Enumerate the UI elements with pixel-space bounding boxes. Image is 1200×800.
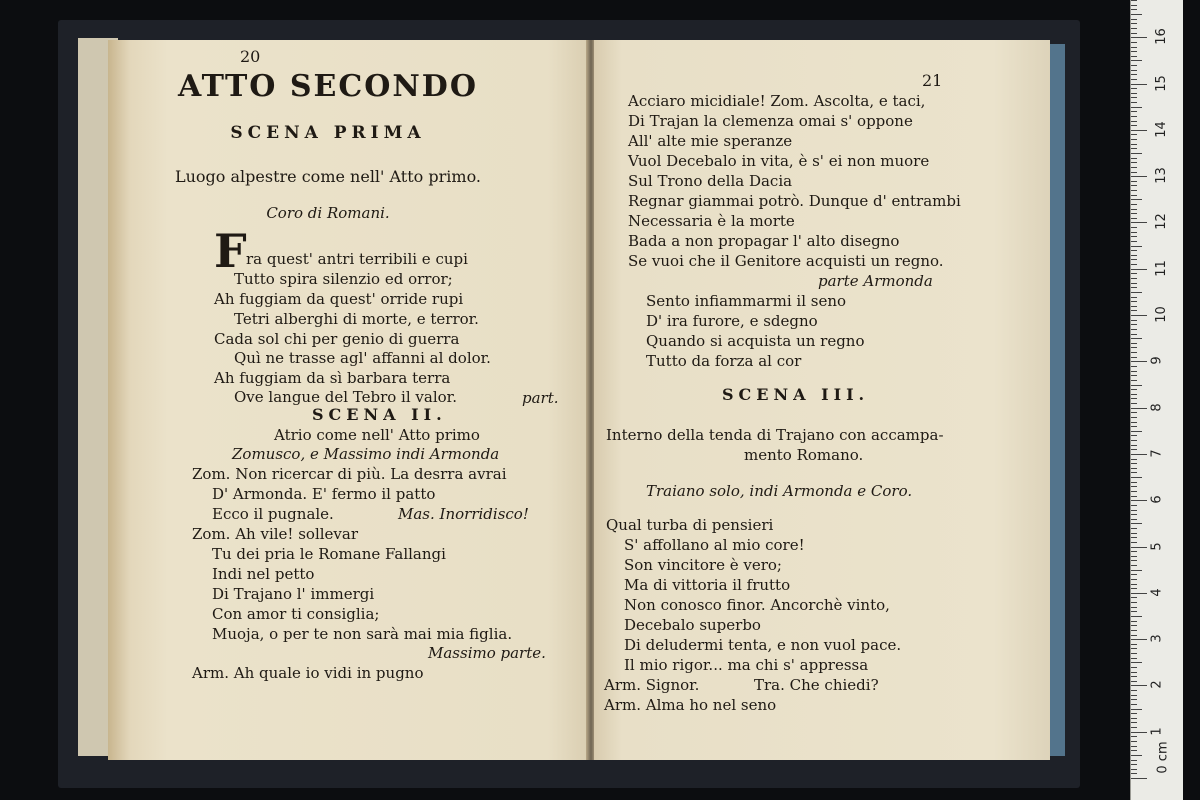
ruler-tick (1131, 602, 1137, 603)
ruler-number: 6 (1149, 495, 1165, 504)
ruler-tick (1131, 347, 1137, 348)
ruler-tick (1131, 338, 1142, 339)
ruler-tick (1131, 232, 1137, 233)
chorus-label: Coro di Romani. (266, 204, 390, 222)
text-line: Bada a non propagar l' alto disegno (628, 232, 900, 250)
ruler-number: 14 (1153, 121, 1169, 138)
ruler-tick (1131, 320, 1137, 321)
ruler-tick (1131, 408, 1147, 409)
scene-title: SCENA PRIMA (230, 123, 426, 143)
verse-line: Tutto spira silenzio ed orror; (234, 270, 453, 288)
ruler-tick (1131, 79, 1137, 80)
ruler-tick (1131, 491, 1137, 492)
ruler-tick (1131, 732, 1147, 733)
ruler-tick (1131, 778, 1147, 779)
scene-setting: Luogo alpestre come nell' Atto primo. (174, 167, 481, 186)
ruler-tick (1131, 60, 1142, 61)
ruler-tick (1131, 236, 1137, 237)
ruler-tick (1131, 102, 1137, 103)
ruler-number: 2 (1149, 680, 1165, 690)
text-line: Son vincitore è vero; (624, 556, 782, 574)
dialog-line: Arm. Ah quale io vidi in pugno (192, 664, 424, 682)
ruler-tick (1131, 310, 1137, 311)
text-line: S' affollano al mio core! (624, 536, 805, 554)
ruler-tick (1131, 547, 1147, 548)
ruler-tick (1131, 209, 1137, 210)
ruler-tick (1131, 760, 1137, 761)
ruler-number: 1 (1149, 727, 1165, 736)
ruler-tick (1131, 611, 1137, 612)
ruler-tick (1131, 722, 1137, 723)
ruler-tick (1131, 324, 1137, 325)
ruler-tick (1131, 681, 1137, 682)
left-page (108, 40, 590, 760)
ruler-tick (1131, 435, 1137, 436)
ruler-tick (1131, 278, 1137, 279)
dialog-line: Zom. Non ricercar di più. La desrra avrai (192, 465, 507, 483)
text-line: Sul Trono della Dacia (628, 172, 793, 190)
text-line: Vuol Decebalo in vita, è s' ei non muore (628, 152, 930, 170)
ruler-tick (1131, 5, 1137, 6)
scene3-setting: mento Romano. (744, 446, 864, 464)
verse-line: Ah fuggiam da quest' orride rupi (214, 290, 464, 308)
dialog-line: D' Armonda. E' fermo il patto (212, 485, 436, 503)
ruler-tick (1131, 398, 1137, 399)
ruler-tick (1131, 635, 1137, 636)
ruler-tick (1131, 380, 1137, 381)
verse-line: Tetri alberghi di morte, e terror. (234, 310, 479, 328)
ruler-tick (1131, 588, 1137, 589)
ruler-tick (1131, 542, 1137, 543)
ruler-tick (1131, 570, 1142, 571)
ruler-tick (1131, 658, 1137, 659)
scene3-title: SCENA III. (722, 385, 870, 404)
ruler-tick (1131, 213, 1137, 214)
ruler-number: 16 (1153, 28, 1169, 45)
ruler-tick (1131, 556, 1137, 557)
aria-line: D' ira furore, e sdegno (646, 312, 818, 330)
stage-direction: parte Armonda (818, 272, 933, 290)
ruler-tick (1131, 685, 1147, 686)
act-title: ATTO SECONDO (178, 69, 478, 104)
ruler-tick (1131, 440, 1137, 441)
ruler-tick (1131, 616, 1142, 617)
ruler-tick (1131, 47, 1137, 48)
ruler-number: 4 (1149, 588, 1165, 597)
ruler-tick (1131, 773, 1137, 774)
text-line: Se vuoi che il Genitore acquisti un regno. (628, 252, 944, 270)
ruler-tick (1131, 422, 1137, 423)
page-number: 20 (240, 47, 261, 66)
right-page (594, 40, 1050, 760)
ruler-tick (1131, 111, 1137, 112)
ruler-tick (1131, 297, 1137, 298)
text-line: Decebalo superbo (624, 616, 761, 634)
ruler-tick (1131, 246, 1142, 247)
ruler-tick (1131, 121, 1137, 122)
ruler-tick (1131, 718, 1137, 719)
ruler-tick (1131, 204, 1137, 205)
page-number: 21 (922, 71, 943, 90)
ruler-tick (1131, 199, 1142, 200)
ruler-tick (1131, 352, 1137, 353)
aria-line: Tutto da forza al cor (646, 352, 802, 370)
ruler-tick (1131, 551, 1137, 552)
ruler-tick (1131, 255, 1137, 256)
ruler-tick (1131, 459, 1137, 460)
ruler-tick (1131, 306, 1137, 307)
ruler-tick (1131, 292, 1142, 293)
ruler-tick (1131, 741, 1137, 742)
ruler-tick (1131, 301, 1137, 302)
ruler-tick (1131, 648, 1137, 649)
ruler-tick (1131, 0, 1137, 1)
ruler-unit-label: 0 cm (1155, 741, 1171, 774)
ruler-tick (1131, 519, 1137, 520)
ruler-tick (1131, 134, 1137, 135)
ruler-tick (1131, 533, 1137, 534)
text-line: Di deludermi tenta, e non vuol pace. (624, 636, 902, 654)
ruler-number: 11 (1153, 259, 1169, 277)
ruler-tick (1131, 28, 1137, 29)
ruler-tick (1131, 130, 1147, 131)
ruler-tick (1131, 449, 1137, 450)
measuring-ruler (1130, 0, 1183, 800)
ruler-tick (1131, 14, 1142, 15)
ruler-tick (1131, 23, 1137, 24)
ruler-number: 12 (1153, 213, 1169, 231)
ruler-tick (1131, 769, 1137, 770)
ruler-tick (1131, 9, 1137, 10)
ruler-tick (1131, 84, 1147, 85)
ruler-tick (1131, 343, 1137, 344)
ruler-tick (1131, 417, 1137, 418)
ruler-tick (1131, 736, 1137, 737)
ruler-tick (1131, 426, 1137, 427)
verse-line: Cada sol chi per genio di guerra (214, 330, 460, 348)
text-line: Acciaro micidiale! Zom. Ascolta, e taci, (628, 92, 926, 110)
ruler-number: 3 (1149, 634, 1165, 643)
ruler-tick (1131, 162, 1137, 163)
ruler-tick (1131, 218, 1137, 219)
scene2-title: SCENA II. (312, 405, 447, 424)
drop-cap: F (214, 224, 247, 278)
ruler-tick (1131, 431, 1142, 432)
ruler-tick (1131, 764, 1137, 765)
ruler-tick (1131, 579, 1137, 580)
ruler-tick (1131, 361, 1147, 362)
ruler-tick (1131, 403, 1137, 404)
ruler-tick (1131, 222, 1147, 223)
text-line: Il mio rigor... ma chi s' appressa (624, 656, 869, 674)
aria-line: Sento infiammarmi il seno (646, 292, 847, 310)
ruler-tick (1131, 472, 1137, 473)
ruler-number: 13 (1153, 167, 1169, 184)
ruler-tick (1131, 662, 1142, 663)
ruler-tick (1131, 746, 1137, 747)
ruler-tick (1131, 639, 1147, 640)
ruler-tick (1131, 42, 1137, 43)
ruler-tick (1131, 394, 1137, 395)
scene3-setting: Interno della tenda di Trajano con accampa- (606, 426, 944, 444)
ruler-tick (1131, 375, 1137, 376)
ruler-tick (1131, 148, 1137, 149)
ruler-tick (1131, 750, 1137, 751)
ruler-tick (1131, 70, 1137, 71)
verse-line: Ah fuggiam da sì barbara terra (214, 369, 451, 387)
ruler-tick (1131, 176, 1147, 177)
ruler-tick (1131, 329, 1137, 330)
text-line: Di Trajan la clemenza omai s' oppone (628, 112, 913, 130)
ruler-tick (1131, 366, 1137, 367)
ruler-tick (1131, 264, 1137, 265)
ruler-tick (1131, 412, 1137, 413)
ruler-number: 7 (1149, 449, 1165, 458)
ruler-tick (1131, 482, 1137, 483)
ruler-tick (1131, 33, 1137, 34)
ruler-tick (1131, 537, 1137, 538)
text-line: Ma di vittoria il frutto (624, 576, 791, 594)
ruler-number: 15 (1153, 74, 1169, 92)
ruler-tick (1131, 56, 1137, 57)
scene2-characters: Zomusco, e Massimo indi Armonda (232, 445, 500, 463)
ruler-tick (1131, 125, 1137, 126)
dialog-line: Mas. Inorridisco! (398, 505, 529, 523)
ruler-tick (1131, 287, 1137, 288)
ruler-tick (1131, 107, 1142, 108)
ruler-number: 9 (1149, 356, 1165, 365)
verse-line: ra quest' antri terribili e cupi (246, 250, 468, 268)
dialog-line: Con amor ti consiglia; (212, 605, 380, 623)
ruler-tick (1131, 185, 1137, 186)
ruler-tick (1131, 667, 1137, 668)
ruler-tick (1131, 158, 1137, 159)
verse-line: Ove langue del Tebro il valor. (234, 388, 457, 406)
dialog-line: Muoja, o per te non sarà mai mia figlia. (212, 625, 513, 643)
ruler-number: 10 (1153, 306, 1169, 323)
ruler-tick (1131, 88, 1137, 89)
text-line: Tra. Che chiedi? (754, 676, 879, 694)
ruler-number: 5 (1149, 541, 1165, 551)
dialog-line: Indi nel petto (212, 565, 315, 583)
ruler-tick (1131, 269, 1147, 270)
scene3-characters: Traiano solo, indi Armonda e Coro. (646, 482, 913, 500)
ruler-tick (1131, 51, 1137, 52)
part-mark: part. (522, 389, 559, 407)
dialog-line: Massimo parte. (428, 644, 546, 662)
ruler-tick (1131, 463, 1137, 464)
ruler-tick (1131, 593, 1147, 594)
ruler-tick (1131, 445, 1137, 446)
verse-line: Quì ne trasse agl' affanni al dolor. (234, 349, 491, 367)
ruler-tick (1131, 357, 1137, 358)
ruler-tick (1131, 672, 1137, 673)
dialog-line: Di Trajano l' immergi (212, 585, 375, 603)
ruler-tick (1131, 644, 1137, 645)
ruler-tick (1131, 699, 1137, 700)
ruler-tick (1131, 389, 1137, 390)
ruler-tick (1131, 574, 1137, 575)
ruler-tick (1131, 241, 1137, 242)
ruler-tick (1131, 653, 1137, 654)
ruler-tick (1131, 181, 1137, 182)
text-line: All' alte mie speranze (628, 132, 793, 150)
ruler-tick (1131, 676, 1137, 677)
ruler-tick (1131, 283, 1137, 284)
ruler-tick (1131, 477, 1142, 478)
ruler-tick (1131, 65, 1137, 66)
ruler-tick (1131, 97, 1137, 98)
dialog-line: Ecco il pugnale. (212, 505, 334, 523)
ruler-tick (1131, 695, 1137, 696)
ruler-tick (1131, 704, 1137, 705)
ruler-tick (1131, 153, 1142, 154)
ruler-tick (1131, 690, 1137, 691)
dialog-line: Tu dei pria le Romane Fallangi (212, 545, 446, 563)
ruler-tick (1131, 190, 1137, 191)
ruler-tick (1131, 630, 1137, 631)
ruler-tick (1131, 371, 1137, 372)
ruler-tick (1131, 597, 1137, 598)
ruler-tick (1131, 144, 1137, 145)
ruler-tick (1131, 727, 1137, 728)
text-line: Qual turba di pensieri (606, 516, 774, 534)
ruler-tick (1131, 625, 1137, 626)
ruler-tick (1131, 385, 1142, 386)
ruler-tick (1131, 584, 1137, 585)
ruler-tick (1131, 510, 1137, 511)
ruler-tick (1131, 565, 1137, 566)
ruler-tick (1131, 37, 1147, 38)
ruler-tick (1131, 227, 1137, 228)
ruler-tick (1131, 74, 1137, 75)
ruler-tick (1131, 93, 1137, 94)
text-line: Arm. Alma ho nel seno (604, 696, 777, 714)
ruler-tick (1131, 709, 1142, 710)
ruler-tick (1131, 167, 1137, 168)
text-line: Necessaria è la morte (628, 212, 795, 230)
ruler-tick (1131, 496, 1137, 497)
ruler-tick (1131, 755, 1142, 756)
ruler-tick (1131, 528, 1137, 529)
aria-line: Quando si acquista un regno (646, 332, 865, 350)
ruler-tick (1131, 116, 1137, 117)
ruler-tick (1131, 454, 1147, 455)
ruler-tick (1131, 139, 1137, 140)
text-line: Non conosco finor. Ancorchè vinto, (624, 596, 890, 614)
text-line: Regnar giammai potrò. Dunque d' entrambi (628, 192, 961, 210)
ruler-tick (1131, 607, 1137, 608)
ruler-tick (1131, 259, 1137, 260)
ruler-tick (1131, 514, 1137, 515)
ruler-tick (1131, 560, 1137, 561)
ruler-tick (1131, 195, 1137, 196)
ruler-tick (1131, 505, 1137, 506)
ruler-tick (1131, 500, 1147, 501)
ruler-tick (1131, 468, 1137, 469)
text-line: Arm. Signor. (604, 676, 700, 694)
dialog-line: Zom. Ah vile! sollevar (192, 525, 359, 543)
ruler-tick (1131, 273, 1137, 274)
ruler-tick (1131, 250, 1137, 251)
scene2-setting: Atrio come nell' Atto primo (274, 426, 480, 444)
ruler-tick (1131, 621, 1137, 622)
ruler-tick (1131, 172, 1137, 173)
ruler-tick (1131, 334, 1137, 335)
ruler-tick (1131, 486, 1137, 487)
ruler-tick (1131, 19, 1137, 20)
ruler-tick (1131, 315, 1147, 316)
ruler-tick (1131, 713, 1137, 714)
ruler-number: 8 (1149, 402, 1165, 412)
ruler-tick (1131, 523, 1142, 524)
